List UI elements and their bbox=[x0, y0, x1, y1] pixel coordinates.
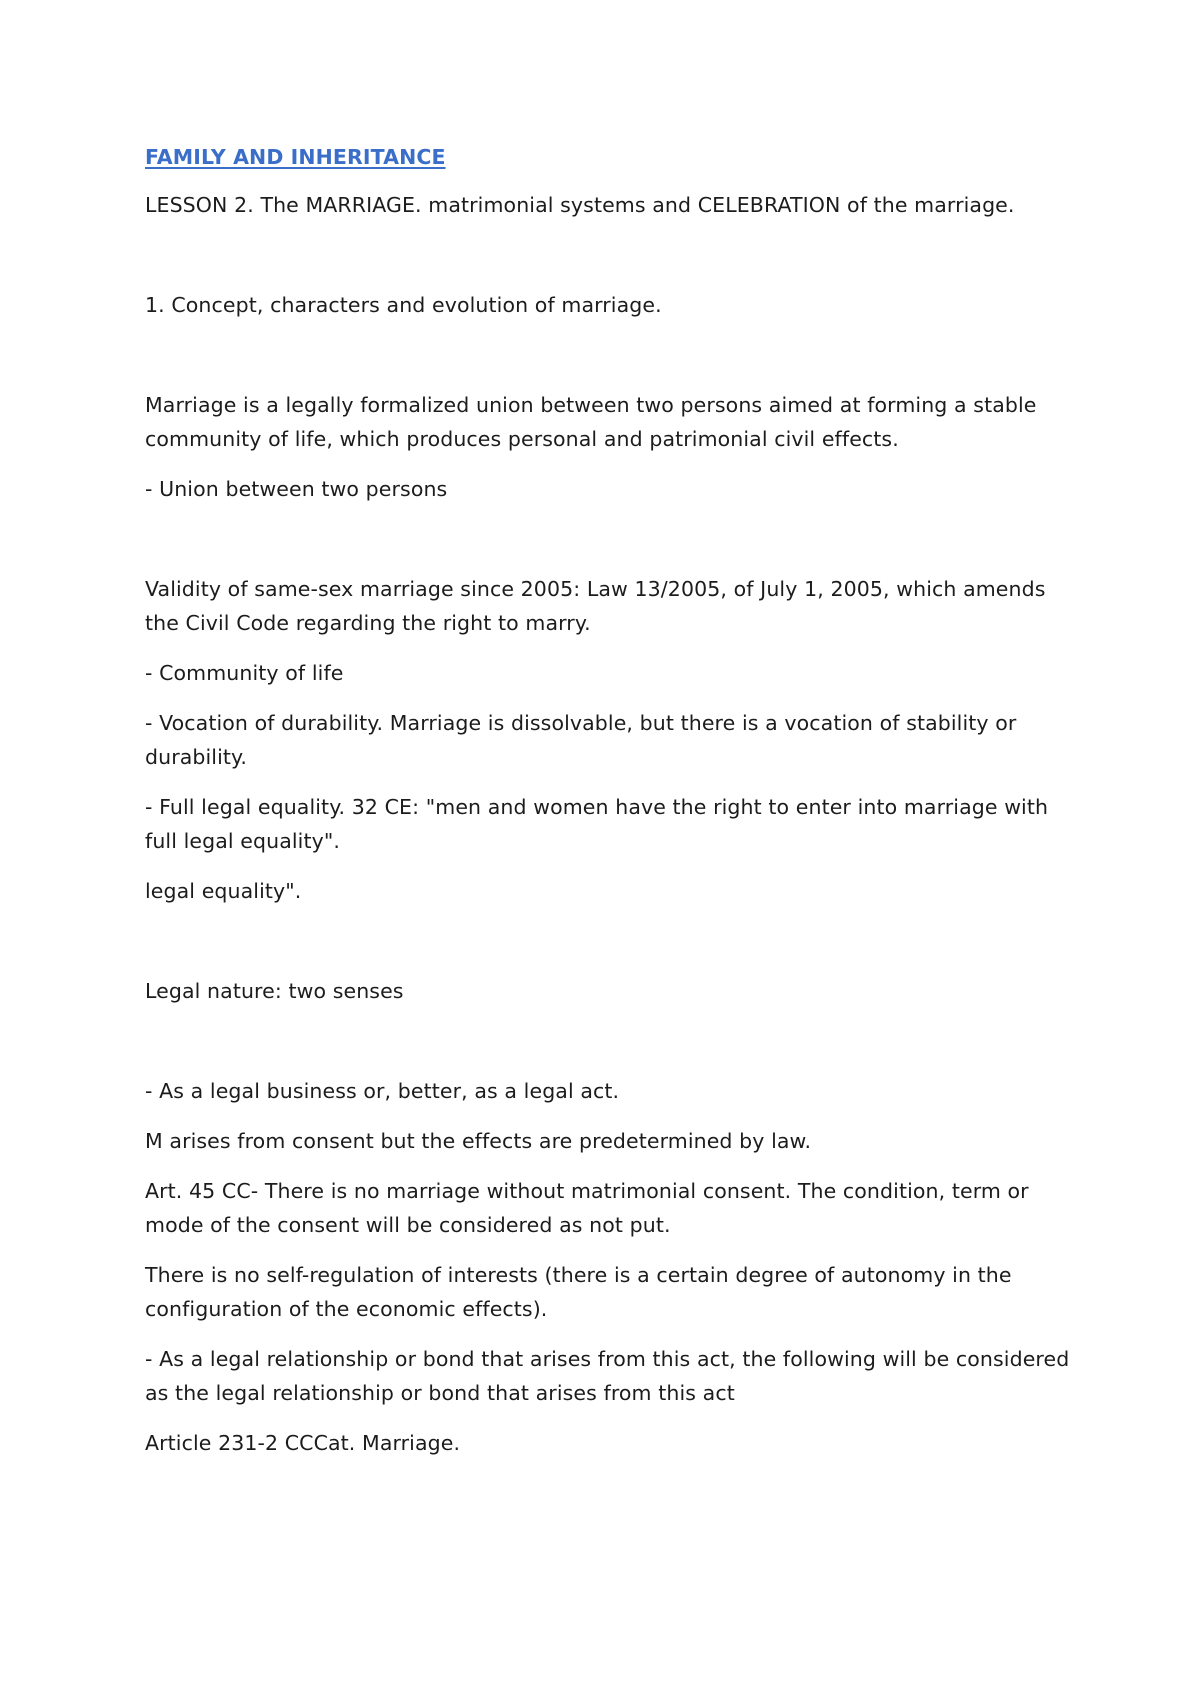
paragraph: Legal nature: two senses bbox=[145, 979, 404, 1003]
paragraph: Article 231-2 CCCat. Marriage. bbox=[145, 1431, 461, 1455]
list-item: - As a legal business or, better, as a legal act. bbox=[145, 1079, 620, 1103]
list-item: - Full legal equality. 32 CE: "men and women have the right to enter into marriage with full legal equality". bbox=[145, 795, 1049, 853]
paragraph: Marriage is a legally formalized union between two persons aimed at forming a stable community of life, which produces personal and patrimonial civil effects. bbox=[145, 393, 1037, 451]
paragraph: There is no self-regulation of interests (there is a certain degree of autonomy in the configuration of the economic effects). bbox=[145, 1263, 1012, 1321]
paragraph: Validity of same-sex marriage since 2005: Law 13/2005, of July 1, 2005, which amends the Civil Code regarding the right to marry. bbox=[145, 577, 1046, 635]
list-item: - Union between two persons bbox=[145, 477, 448, 501]
lesson-heading: LESSON 2. The MARRIAGE. matrimonial systems and CELEBRATION of the marriage. bbox=[145, 193, 1015, 217]
list-item: - As a legal relationship or bond that arises from this act, the following will be considered as the legal relationship or bond that arises from this act bbox=[145, 1347, 1070, 1405]
document-title: FAMILY AND INHERITANCE bbox=[145, 145, 446, 169]
section-heading: 1. Concept, characters and evolution of marriage. bbox=[145, 293, 662, 317]
paragraph: Art. 45 CC- There is no marriage without matrimonial consent. The condition, term or mode of the consent will be considered as not put. bbox=[145, 1179, 1029, 1237]
paragraph: legal equality". bbox=[145, 879, 302, 903]
document-body bbox=[145, 140, 1085, 1476]
list-item: - Community of life bbox=[145, 661, 344, 685]
list-item: - Vocation of durability. Marriage is dissolvable, but there is a vocation of stability or durability. bbox=[145, 711, 1017, 769]
paragraph: M arises from consent but the effects are predetermined by law. bbox=[145, 1129, 812, 1153]
